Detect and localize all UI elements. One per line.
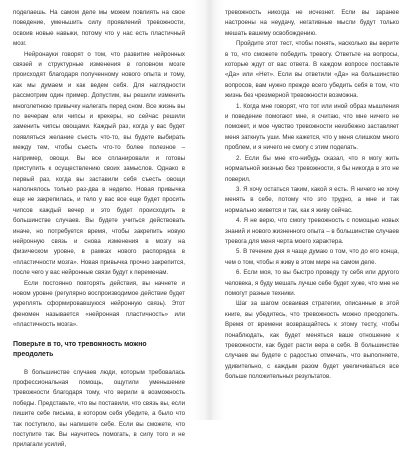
gutter-shadow-left <box>192 0 210 420</box>
list-item: 2. Если бы мне кто-нибудь сказал, что я могу жить нормальной жизнью без тревожности, я бы никогда в это не поверил. <box>225 154 399 183</box>
paragraph: Шаг за шагом осваивая стратегии, описанные в этой книге, вы убедитесь, что тревожность можно преодолеть. Время от времени возвращайтесь к этому тесту, чтобы понаблюдать, как будет меняться ваше отношение к тревожности, как будет расти вера в себя. В большинстве случаев вы будете с радостью отмечать, что выполняете, удивительно, с каждым разом будет увеличиваться все больше положительных результатов. <box>225 300 399 381</box>
section-heading: Поверьте в то, что тревожность можно преодолеть <box>13 340 147 358</box>
paragraph: поделаешь. На самом деле мы можем повлиять на свое поведение, уменьшить силу проявлений тревожности, освоив новые навыки, потому что у нас есть пластичный мозг. <box>13 9 185 48</box>
gutter-shadow-right <box>210 0 224 420</box>
paragraph: Если постоянно повторять действия, вы начнете и новом уровне (регулярно воспроизводимое действие будет укреплять сформировавшуюся нейронную связь). Этот феномен называется «нейронная пластичность» или «пластичность мозга». <box>13 279 185 329</box>
list-item: 5. В течение дня я чаще думаю о том, что до его конца, чем о том, чтобы я живу в этом мире на самом деле. <box>225 248 399 266</box>
list-item: 4. Я не верю, что смогу тревожность с помощью новых знаний и нового жизненного опыта – в большинстве случаев тревога для меня черта моего характера. <box>225 217 399 245</box>
list-item: 1. Когда мне говорят, что тот или иной образ мышления и поведение помогают мне, я считаю, что мне ничего не поможет, и мое чувство тревожности неизбежно заставляет меня заткнуть уши. Мне кажется, что у меня слишком много проблем, и я ничего не смогу с этим поделать. <box>225 102 399 152</box>
left-page <box>0 0 210 449</box>
left-page-text <box>13 8 185 451</box>
right-page-text <box>225 8 399 383</box>
right-page <box>210 0 420 420</box>
list-item: 3. Я хочу остаться таким, какой я есть. Я ничего не хочу менять в себе, потому что это трудно, а мне и так нормально живется и так, как я живу сейчас. <box>225 185 399 214</box>
paragraph: Нейронауки говорят о том, что развитие нейронных связей и структурные изменения в головном мозге происходят благодаря полученному нового опыта и тому, как мы думаем и как ведем себя. Для наглядности рассмотрим один пример. Допустим, вы решили изменить многолетнюю привычку налегать перед сном. Все жизнь вы по вечерам ели чипсы и крекеры, но сейчас решили заменить чипсы овощами. Каждый раз, когда у вас будет появляться желание съесть что-то, вы будете выбирать между тем, чтобы съесть что-то более полезное – например, овощи. Вы все спланировали и готовы приступить к осуществлению своих замыслов. Однако в первый раз, когда вы заставили себя съесть овощи наполнялось только раз-два в неделю. Новая привычка еще не закрепилась, и тело у вас все еще будет просить чипсов каждый вечер и это будет происходить в большинстве случаев. Вы будете учиться действовать иначе, но потребуется время, чтобы закрепить новую нейронную связь и снова изменения в мозгу на физическом уровне, в рамках нового распорядка в «пластичности мозга». Новая привычка прочно закрепится, после чего у вас нейронные связи будут к переменам. <box>13 50 185 277</box>
list-item: 6. Если моя, то вы быстро проведу ту себя или другого человека, я буду мешать лучше себе будет хуже, что мне не помогут разные техники. <box>225 269 399 297</box>
paragraph: В большинстве случаев люди, которым требовалась профессиональная помощь, ощутили уменьшение тревожности благодаря тому, что верили в возможность победы. Представьте, что вы поставили, что связь вы, если пишите себе письма, в котором себя убедите, а было что так поступило, вы напишете себе. Если вы сможете, что поступите так. Вы научитесь помогать, в силу того и не прилагали усилий, <box>13 368 185 449</box>
paragraph: тревожность никогда не исчезнет. Если вы заранее настроены на неудачу, негативные мысли будут только мешать вашему освобождению. <box>225 9 399 37</box>
paragraph: Пройдите этот тест, чтобы понять, насколько вы верите в то, что сможете победить тревогу. Ответьте на вопросы, которые ждут от вас ответа. В каждом вопросе поставьте «Да» или «Нет». Если вы ответили «Да» на большинство вопросов, вам нужно прежде всего убедить себя в том, что жизнь без чрезмерной тревожности возможна. <box>225 40 399 100</box>
